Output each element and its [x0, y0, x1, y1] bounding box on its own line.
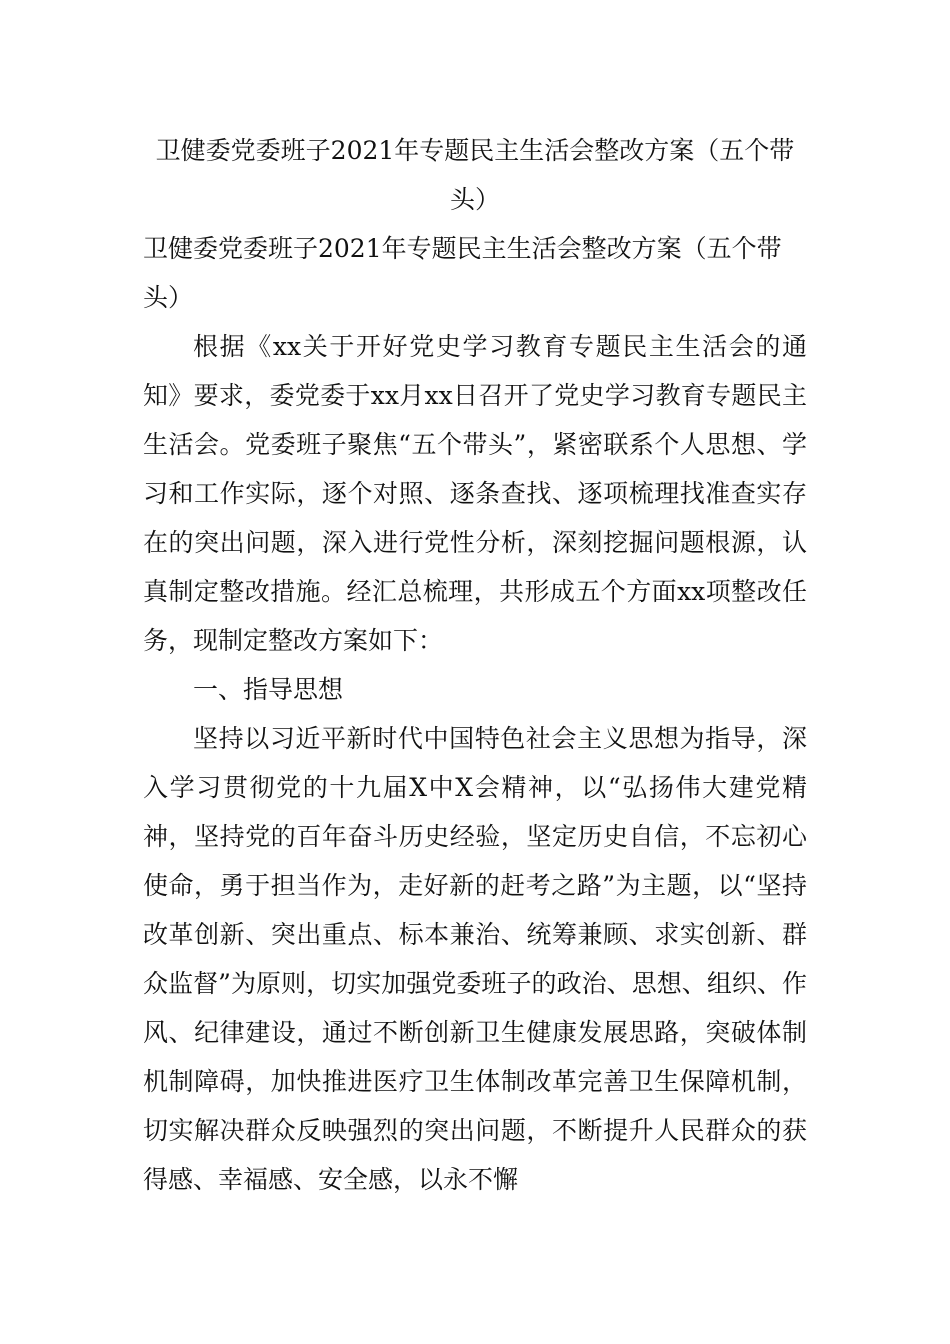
section-heading-guiding-thought: 一、指导思想 — [193, 675, 344, 704]
document-title: 卫健委党委班子2021年专题民主生活会整改方案（五个带头） — [155, 136, 795, 214]
section-paragraph-guiding-thought: 坚持以习近平新时代中国特色社会主义思想为指导，深入学习贯彻党的十九届X中X会精神，以“弘扬伟大建党精神，坚持党的百年奋斗历史经验，坚定历史自信，不忘初心使命，勇于担当作为，走好新的赶考之路”为主题，以“坚持改革创新、突出重点、标本兼治、统筹兼顾、求实创新、群众监督”为原则，切实加强党委班子的政治、思想、组织、作风、纪律建设，通过不断创新卫生健康发展思路，突破体制机制障碍，加快推进医疗卫生体制改革完善卫生保障机制，切实解决群众反映强烈的突出问题，不断提升人民群众的获得感、幸福感、安全感，以永不懈 — [143, 724, 807, 1194]
document-subtitle: 卫健委党委班子2021年专题民主生活会整改方案（五个带头） — [143, 234, 782, 312]
intro-paragraph: 根据《xx关于开好党史学习教育专题民主生活会的通知》要求，委党委于xx月xx日召开了党史学习教育专题民主生活会。党委班子聚焦“五个带头”，紧密联系个人思想、学习和工作实际，逐个对照、逐条查找、逐项梳理找准查实存在的突出问题，深入进行党性分析，深刻挖掘问题根源，认真制定整改措施。经汇总梳理，共形成五个方面xx项整改任务，现制定整改方案如下： — [143, 332, 807, 655]
document-body — [143, 126, 807, 1204]
